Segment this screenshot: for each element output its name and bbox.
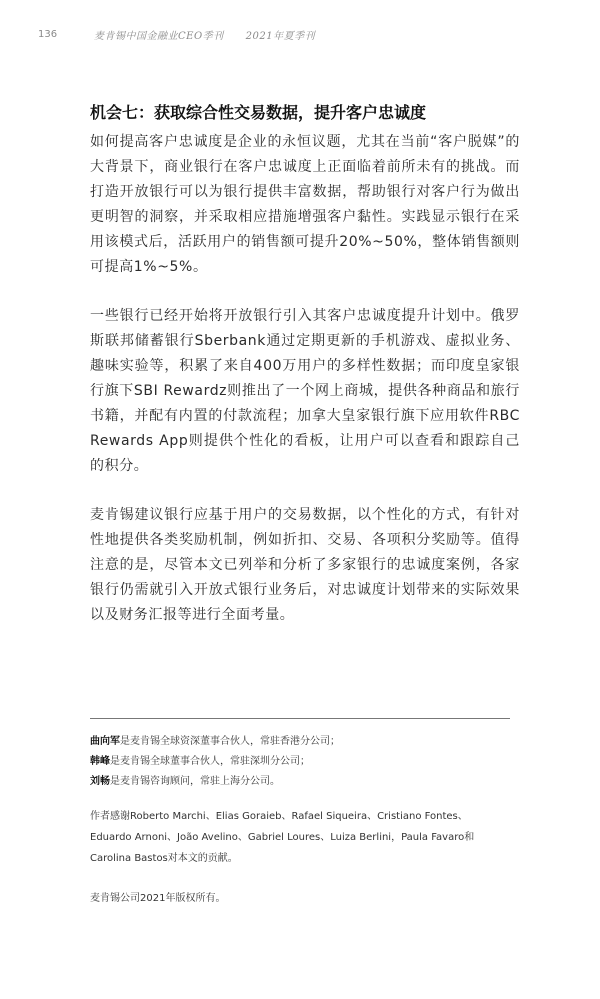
paragraph-2: 一些银行已经开始将开放银行引入其客户忠诚度提升计划中。俄罗斯联邦储蓄银行Sberbank通过定期更新的手机游戏、虚拟业务、趣味实验等，积累了来自400万用户的多样性数据；而印度皇家银行旗下SBI Rewardz则推出了一个网上商城，提供各种商品和旅行书籍，并配有内置的付款流程；加拿大皇家银行旗下应用软件RBC Rewards App则提供个性化的看板，让用户可以查看和跟踪自己的积分。 xyxy=(90,308,520,474)
author-note xyxy=(90,752,510,772)
author-name: 曲向军 xyxy=(90,736,120,747)
acknowledgement-line: Carolina Bastos对本文的贡献。 xyxy=(90,853,238,864)
paragraph-1: 如何提高客户忠诚度是企业的永恒议题，尤其在当前“客户脱媒”的大背景下，商业银行在客户忠诚度上正面临着前所未有的挑战。而打造开放银行可以为银行提供丰富数据，帮助银行对客户行为做出更明智的洞察，并采取相应措施增强客户黏性。实践显示银行在采用该模式后，活跃用户的销售额可提升20%~50%，整体销售额则可提高1%~5%。 xyxy=(90,134,520,275)
publication-title: 麦肯锡中国金融业CEO季刊 xyxy=(94,30,224,42)
paragraph-3: 麦肯锡建议银行应基于用户的交易数据，以个性化的方式，有针对性地提供各类奖励机制，例如折扣、交易、各项积分奖励等。值得注意的是，尽管本文已列举和分析了多家银行的忠诚度案例，各家银行仍需就引入开放式银行业务后，对忠诚度计划带来的实际效果以及财务汇报等进行全面考量。 xyxy=(90,507,520,623)
author-role: 是麦肯锡全球董事合伙人，常驻深圳分公司； xyxy=(110,756,310,767)
author-notes xyxy=(90,732,510,909)
page-number: 136 xyxy=(38,28,58,40)
acknowledgement-line: Eduardo Arnoni、João Avelino、Gabriel Loures、Luiza Berlini，Paula Favaro和 xyxy=(90,832,475,843)
issue-label: 2021年夏季刊 xyxy=(245,30,316,42)
footnote-divider xyxy=(90,718,510,719)
author-role: 是麦肯锡全球资深董事合伙人，常驻香港分公司； xyxy=(120,736,340,747)
author-name: 刘畅 xyxy=(90,776,110,787)
page-header xyxy=(38,26,560,42)
article-body xyxy=(90,100,520,652)
acknowledgement xyxy=(90,806,510,869)
section-title: 机会七：获取综合性交易数据，提升客户忠诚度 xyxy=(90,103,427,122)
copyright-notice: 麦肯锡公司2021年版权所有。 xyxy=(90,893,226,904)
acknowledgement-line: 作者感谢Roberto Marchi、Elias Goraieb、Rafael Siqueira、Cristiano Fontes、 xyxy=(90,811,468,822)
author-name: 韩峰 xyxy=(90,756,110,767)
author-note xyxy=(90,772,510,792)
author-note xyxy=(90,732,510,752)
author-role: 是麦肯锡咨询顾问，常驻上海分公司。 xyxy=(110,776,280,787)
